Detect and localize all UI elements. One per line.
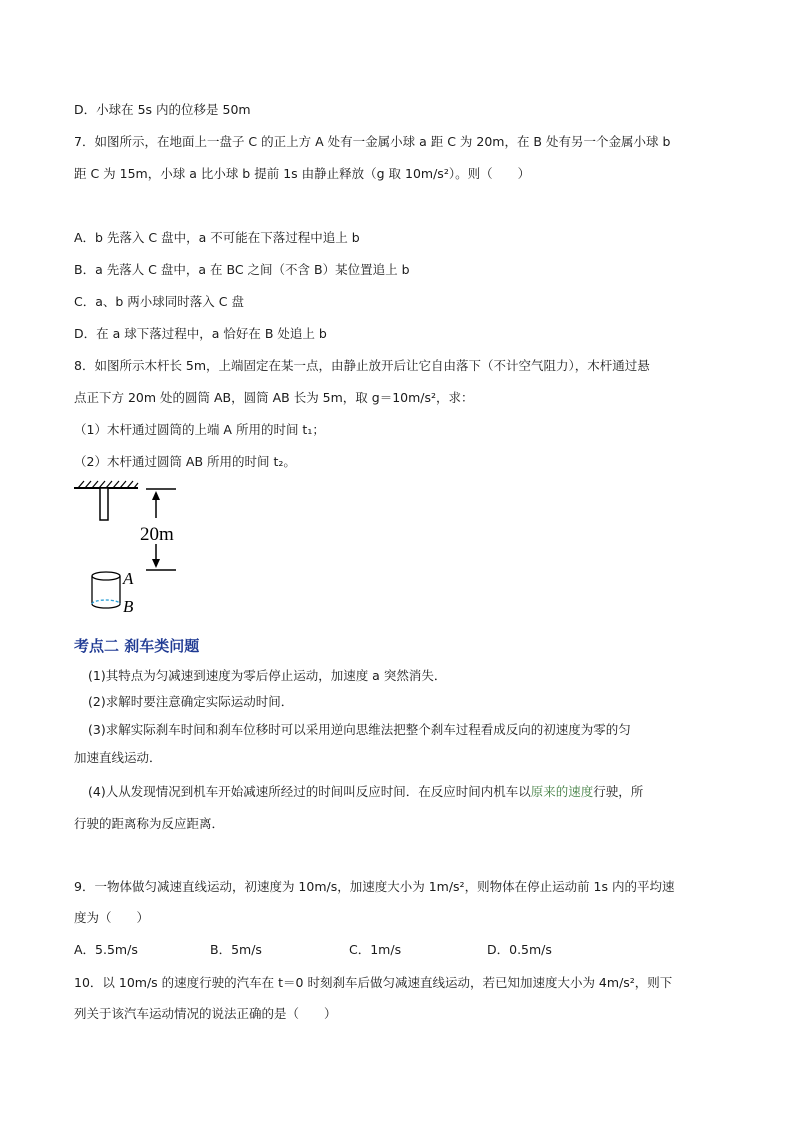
option-a-q7: A．b 先落入 C 盘中，a 不可能在下落过程中追上 b: [74, 230, 360, 245]
option-a-q9: A．5.5m/s: [74, 942, 138, 957]
section-heading: 考点二 刹车类问题: [74, 637, 200, 655]
paragraph-4-text-a: (4)人从发现情况到机车开始减速所经过的时间叫反应时间．在反应时间内机车以: [88, 784, 531, 799]
cylinder: [92, 572, 120, 608]
paragraph-3-line1: (3)求解实际刹车时间和刹车位移时可以采用逆向思维法把整个刹车过程看成反向的初速度为零的匀: [88, 722, 631, 737]
label-a: A: [123, 569, 134, 588]
paragraph-4-line1: [88, 782, 643, 802]
question-10-line1: 10．以 10m/s 的速度行驶的汽车在 t＝0 时刻刹车后做匀减速直线运动，若已知加速度大小为 4m/s²，则下: [74, 975, 673, 990]
question-10-line2: 列关于该汽车运动情况的说法正确的是（ ）: [74, 1006, 337, 1021]
option-b-q9: B．5m/s: [210, 942, 262, 957]
paragraph-4-text-b: 行驶，所: [593, 784, 644, 799]
question-7-line2: 距 C 为 15m，小球 a 比小球 b 提前 1s 由静止释放（g 取 10m/s²）。则（ ）: [74, 166, 531, 181]
option-c-q9: C．1m/s: [349, 942, 402, 957]
question-8-line2: 点正下方 20m 处的圆筒 AB，圆筒 AB 长为 5m，取 g＝10m/s²，求：: [74, 390, 474, 405]
distance-label: 20m: [140, 524, 174, 545]
question-8-part1: （1）木杆通过圆筒的上端 A 所用的时间 t₁；: [74, 422, 325, 437]
option-b-q7: B．a 先落人 C 盘中，a 在 BC 之间（不含 B）某位置追上 b: [74, 262, 410, 277]
option-d-q7: D．在 a 球下落过程中，a 恰好在 B 处追上 b: [74, 326, 327, 341]
paragraph-3-line2: 加速直线运动．: [74, 750, 162, 765]
label-b: B: [123, 597, 134, 616]
question-9-line1: 9．一物体做匀减速直线运动，初速度为 10m/s，加速度大小为 1m/s²，则物体在停止运动前 1s 内的平均速: [74, 879, 675, 894]
paragraph-1: (1)其特点为匀减速到速度为零后停止运动，加速度 a 突然消失．: [88, 668, 447, 683]
rod-cylinder-figure: [72, 478, 192, 618]
question-7-line1: 7．如图所示，在地面上一盘子 C 的正上方 A 处有一金属小球 a 距 C 为 20m，在 B 处有另一个金属小球 b: [74, 134, 671, 149]
wooden-rod: [100, 488, 108, 520]
option-d-q9: D．0.5m/s: [487, 942, 552, 957]
highlight-original-speed: 原来的速度: [530, 784, 594, 799]
question-8-line1: 8．如图所示木杆长 5m，上端固定在某一点，由静止放开后让它自由落下（不计空气阻力），木杆通过悬: [74, 358, 650, 373]
question-8-part2: （2）木杆通过圆筒 AB 所用的时间 t₂。: [74, 454, 296, 469]
option-c-q7: C．a、b 两小球同时落入 C 盘: [74, 294, 244, 309]
paragraph-4-line2: 行驶的距离称为反应距离．: [74, 816, 225, 831]
paragraph-2: (2)求解时要注意确定实际运动时间．: [88, 694, 294, 709]
question-9-line2: 度为（ ）: [74, 910, 150, 925]
option-d-q6: D．小球在 5s 内的位移是 50m: [74, 102, 251, 117]
